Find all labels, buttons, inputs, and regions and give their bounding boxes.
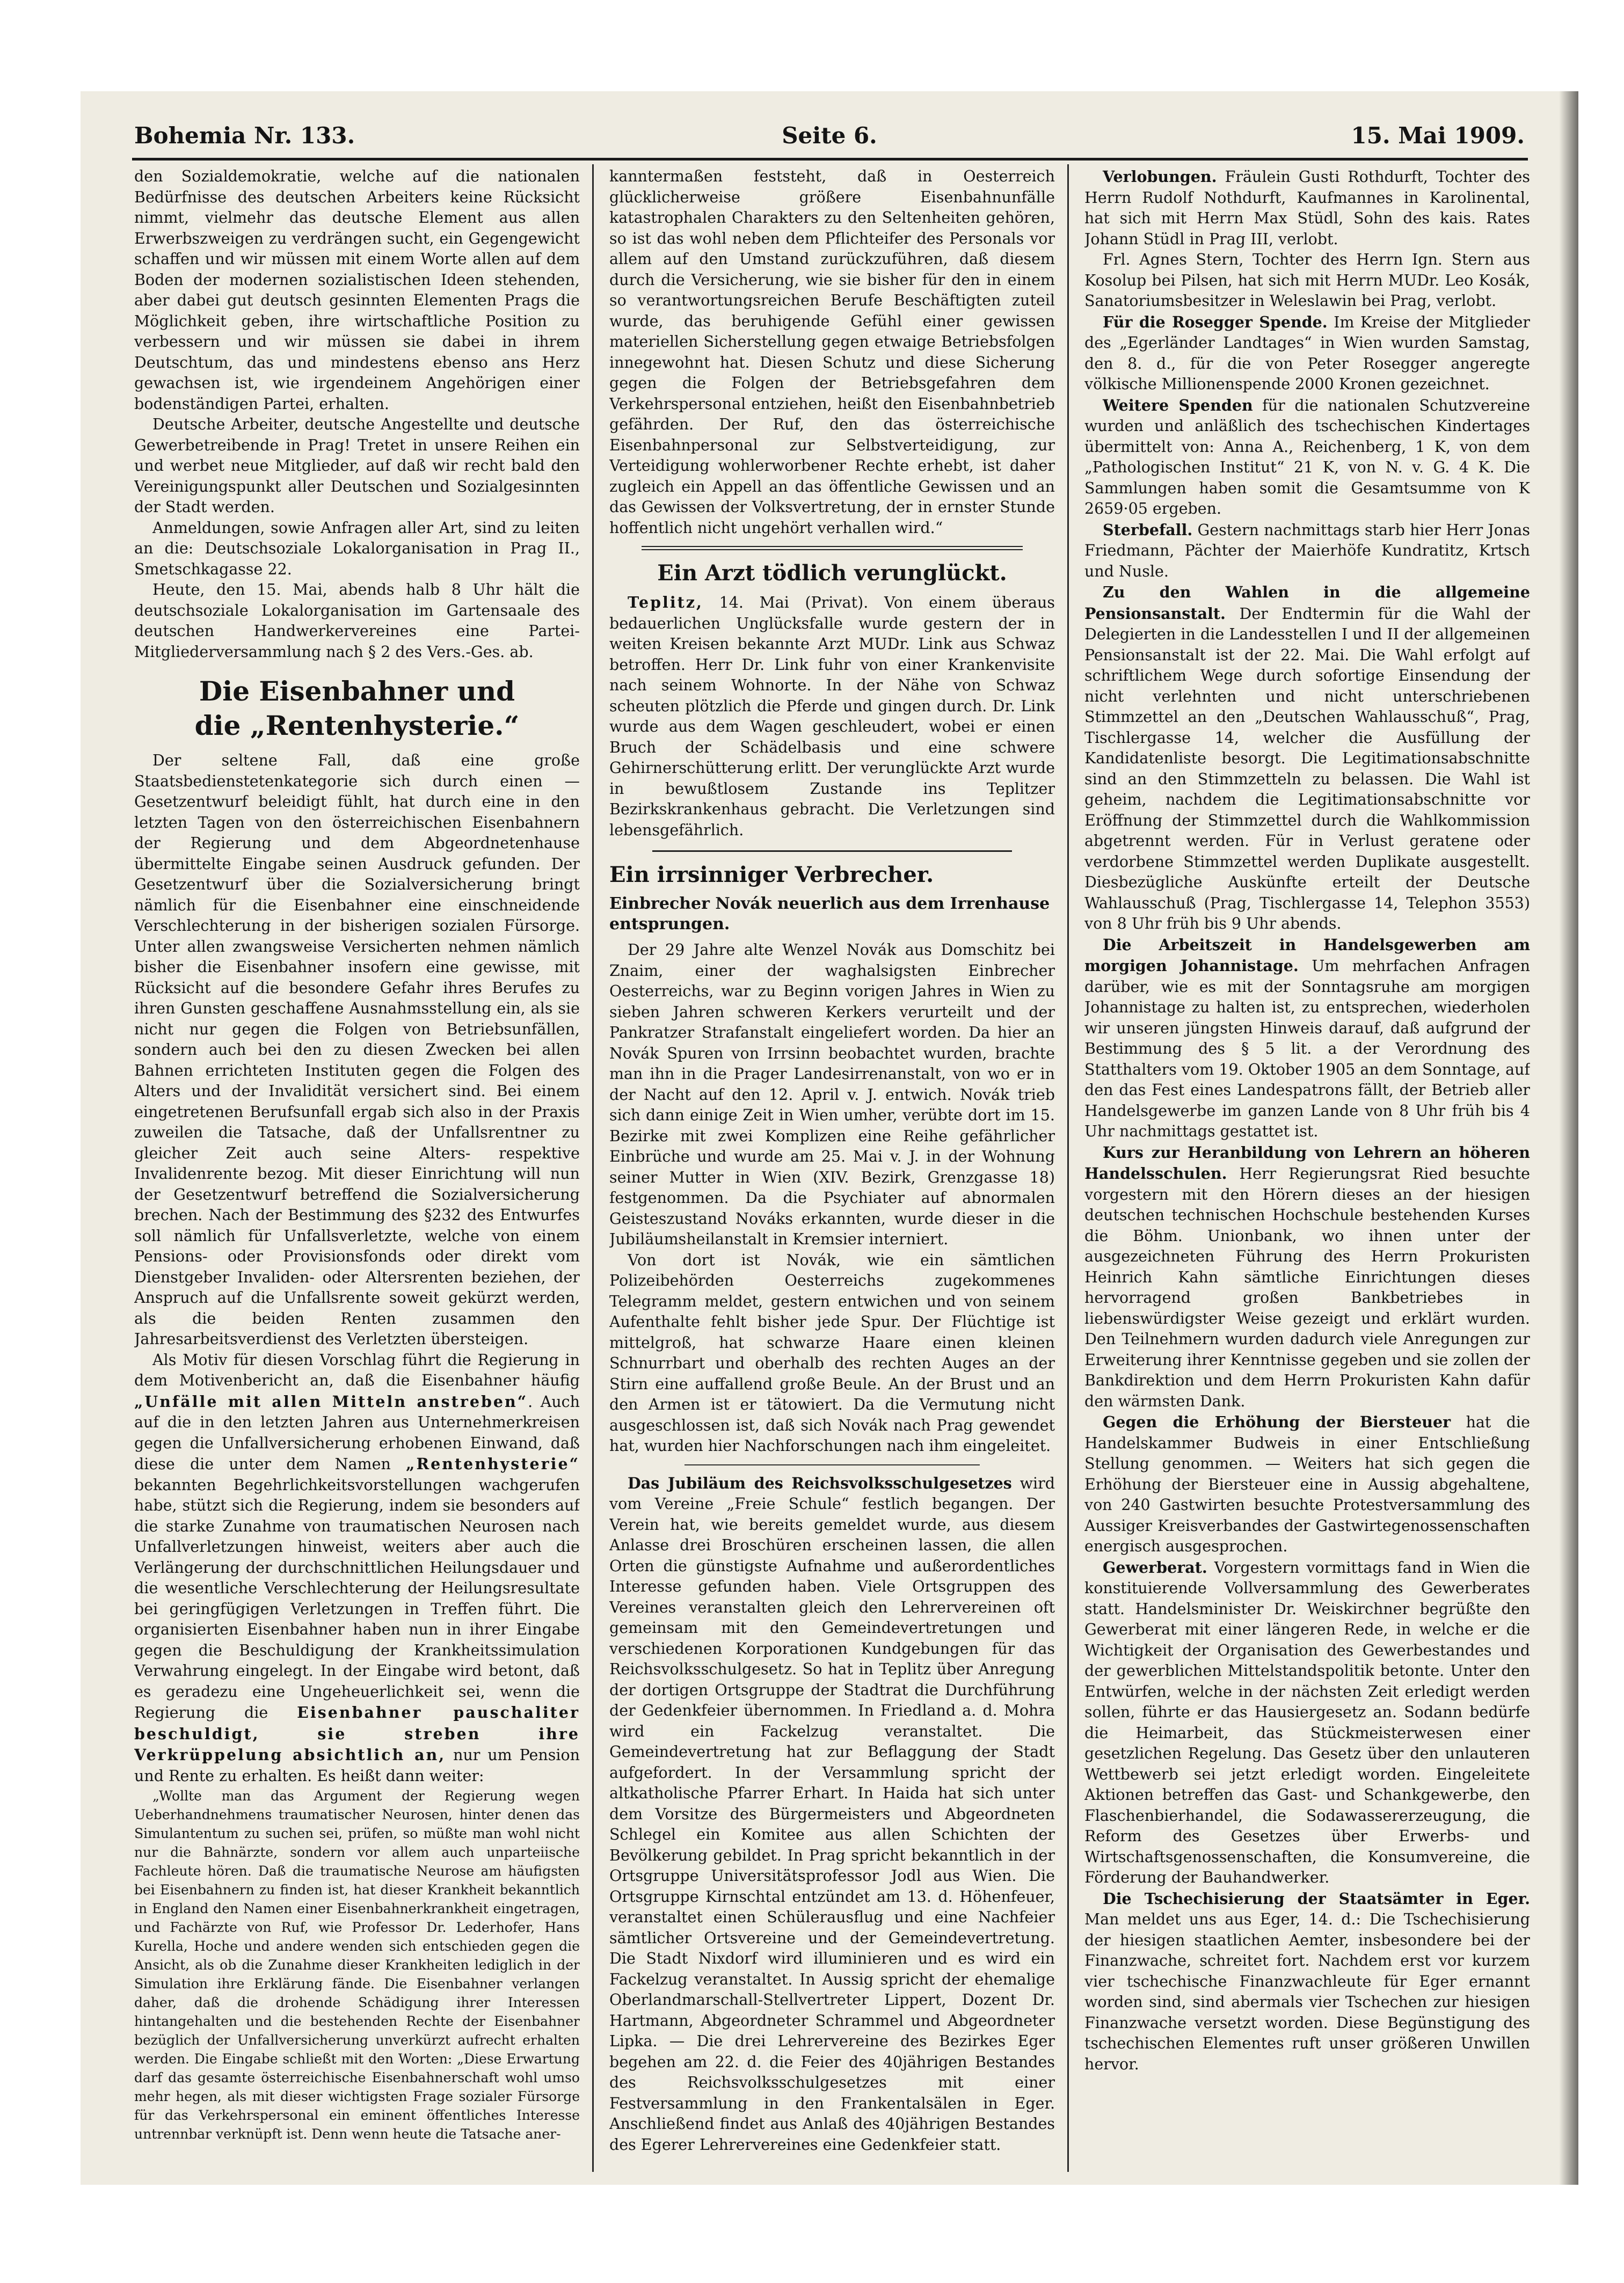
paragraph — [1084, 582, 1530, 935]
paragraph — [1084, 166, 1530, 250]
column-divider — [592, 164, 594, 2172]
column-2 — [609, 166, 1055, 2174]
text-run: Als Motiv für diesen Vorschlag führt die Regierung in dem Motivenbericht an, daß die Eisenbahner häufig — [134, 1351, 580, 1389]
text-run: Vorgestern vormittags fand in Wien die konstituierende Vollversammlung des Gewerberates statt. Handelsminister Dr. Weiskirchner begrüßte den Gewerberat mit einer längeren Rede, in welche er die Wichtigkeit der Organisation des Gewerbestandes und der gewerblichen Mittelstandspolitik betonte. Unter den Entwürfen, welche in der nächsten Zeit erledigt werden sollen, führte er das Hausiergesetz an. Sodann bedürfe die Heimarbeit, das Stückmeisterwesen einer gesetzlichen Regelung. Das Gesetz über den unlauteren Wettbewerb sei jetzt erledigt worden. Eingeleitete Aktionen betreffen das Gast- und Schankgewerbe, den Flaschenbierhandel, die Sodawassererzeugung, die Reform des Gesetzes über Erwerbs- und Wirtschaftsgenossenschaften, die Konsumvereine, die Förderung der Bauhandwerker. — [1084, 1558, 1530, 1886]
paragraph — [1084, 1412, 1530, 1557]
text-run: Fräulein Gusti Rothdurft, Tochter des Herrn Rudolf Nothdurft, Kaufmannes in Karolinental, hat sich mit Herrn Max Stüdl, Sohn des kais. Rates Johann Stüdl in Prag III, verlobt. — [1084, 168, 1530, 248]
item-lead: Kurs zur Heranbildung von Lehrern an höheren Handelsschulen. — [1084, 1143, 1530, 1183]
dateline: Teplitz, — [628, 593, 703, 611]
quotation: „Wollte man das Argument der Regierung wegen Ueberhandnehmens traumatischer Neurosen, hinter denen das Simulantentum zu suchen sei, prüfen, so müßte man wohl nicht nur die Bahnärzte, sondern vor allem auch unparteiische Fachleute hören. Daß die traumatische Neurose am häufigsten bei Eisenbahnern zu finden ist, hat dieser Krankheit bekanntlich in England den Namen einer Eisenbahnerkrankheit eingetragen, und Fachärzte von Ruf, wie Professor Dr. Lederhofer, Hans Kurella, Hoche und andere wenden sich entschieden gegen die Ansicht, als ob die Zunahme dieser Krankheiten lediglich in der Simulation ihre Erklärung fände. Die Eisenbahner verlangen daher, daß die drohende Schädigung ihrer Interessen hintangehalten und die bestehenden Rechte der Eisenbahner bezüglich der Unfallversicherung unverkürzt aufrecht erhalten werden. Die Eingabe schließt mit den Worten: „Diese Erwartung darf das gesamte österreichische Eisenbahnerschaft wohl umso mehr hegen, als mit dieser wichtigsten Frage sozialer Fürsorge für das Verkehrspersonal ein eminent öffentliches Interesse untrennbar verknüpft ist. Denn wenn heute die Tatsache aner- — [134, 1788, 580, 2142]
masthead-publication: Bohemia Nr. 133. — [134, 122, 355, 149]
paragraph: Von dort ist Novák, wie ein sämtlichen Polizeibehörden Oesterreichs zugekommenes Telegramm meldet, gestern entwichen und von seinem Aufenthalte fehlt bisher jede Spur. Der Flüchtige ist mittelgroß, hat schwarze Haare einen kleinen Schnurrbart und oberhalb des rechten Auges an der Stirn eine auffallend große Beule. An der Brust und an den Armen ist er tätowiert. Da die Vermutung nicht ausgeschlossen ist, daß sich Novák nach Prag gewendet hat, wurden hier Nachforschungen nach ihm eingeleitet. — [609, 1251, 1055, 1455]
section-separator — [684, 1464, 980, 1465]
article-headline: Ein irrsinniger Verbrecher. — [609, 862, 934, 887]
item-lead: Gegen die Erhöhung der Biersteuer — [1103, 1413, 1451, 1431]
text-run: Herr Regierungsrat Ried besuchte vorgestern mit den Hörern dieses an der hiesigen deutschen technischen Hochschule bestehenden Kurses die Böhm. Unionbank, wo ihnen unter der ausgezeichneten Führung des Herrn Prokuristen Heinrich Kahn sämtliche Einrichtungen dieses hervorragend großen Bankbetriebes in liebenswürdigster Weise gezeigt und erklärt wurden. Den Teilnehmern wurden dadurch viele Anregungen zur Erweiterung ihrer Kenntnisse gegeben und sie zollen der Bankdirektion und dem Herrn Prokuristen Kahn dafür den wärmsten Dank. — [1084, 1165, 1530, 1410]
newspaper-page — [81, 91, 1578, 2185]
text-run: Der Endtermin für die Wahl der Delegierten in die Landesstellen I und II der allgemeinen Pensionsanstalt ist der 22. Mai. Die Wahl erfolgt auf schriftlichem Wege durch sofortige Einsendung der nicht verlehnten und nicht unterschriebenen Stimmzettel an den „Deutschen Wahlausschuß“, Prag, Tischlergasse 14, welcher die Ausfüllung der Kandidatenliste besorgt. Die Legitimationsabschnitte sind an den Stimmzetteln zu belassen. Die Wahl ist geheim, nachdem die Legitimationsabschnitte vor Eröffnung der Stimmzettel durch die Wahlkommission abgetrennt werden. Für in Verlust geratene oder verdorbene Stimmzettel werden Duplikate ausgestellt. Diesbezügliche Auskünfte erteilt der Deutsche Wahlausschuß (Prag, Tischlergasse 14, Telephon 3553) von 8 Uhr früh bis 9 Uhr abends. — [1084, 604, 1530, 932]
paragraph — [1084, 1557, 1530, 1888]
section-separator — [652, 850, 1012, 852]
paragraph: Anmeldungen, sowie Anfragen aller Art, sind zu leiten an die: Deutschsoziale Lokalorganisation in Prag II., Smetschkagasse 22. — [134, 519, 580, 578]
text-run: Im Kreise der Mitglieder des „Egerländer Landtages“ in Wien wurden Samstag, den 8. d., für die von Peter Rosegger angeregte völkische Millionenspende 2000 Kronen gezeichnet. — [1084, 313, 1530, 393]
emphasis: „Unfälle mit allen Mitteln anstreben“ — [134, 1392, 528, 1411]
paragraph — [1084, 520, 1530, 582]
masthead — [134, 122, 1525, 155]
paragraph — [1084, 395, 1530, 520]
paragraph — [1084, 1888, 1530, 2075]
item-lead: Weitere Spenden — [1103, 396, 1253, 414]
paragraph: den Sozialdemokratie, welche auf die nationalen Bedürfnisse des deutschen Arbeiters keine Rücksicht nimmt, vielmehr das deutsche Element aus allen Erwerbszweigen zu verdrängen sucht, ein Gegengewicht schaffen und wir müssen mit einem Worte allen auf dem Boden der modernen sozialistischen Ideen stehenden, aber dabei gut deutsch gesinnten Elementen Prags die Möglichkeit geben, ihre wirtschaftliche Position zu verbessern und wir müssen sie dabei in ihrem Deutschtum, das und mindestens ebenso ans Herz gewachsen ist, wie irgendeinem Angehörigen einer bodenständigen Partei, erhalten. — [134, 167, 580, 413]
masthead-rule — [132, 158, 1528, 161]
paragraph: Deutsche Arbeiter, deutsche Angestellte und deutsche Gewerbetreibende in Prag! Tretet in unsere Reihen ein und werbet neue Mitglieder, auf daß wir recht bald den Vereinigungspunkt aller Deutschen und Sozialgesinnten der Stadt werden. — [134, 415, 580, 516]
text-run: nur um Pension und Rente zu erhalten. Es heißt dann weiter: — [134, 1746, 580, 1785]
paragraph — [609, 1473, 1055, 2156]
text-run: . Auch auf die in den letzten Jahren aus Unternehmerkreisen gegen die Unfallversicherung erhobenen Einwand, daß diese die unter dem Namen — [134, 1392, 580, 1473]
headline-line: Die Eisenbahner und — [199, 675, 515, 707]
text-run: 14. Mai (Privat). Von einem überaus bedauerlichen Unglücksfalle wurde gestern der in weiten Kreisen bekannte Arzt MUDr. Link aus Schwaz betroffen. Herr Dr. Link fuhr von einer Krankenvisite nach seinem Wohnorte. In der Nähe von Schwaz scheuten plötzlich die Pferde und gingen durch. Dr. Link wurde aus dem Wagen geschleudert, wobei er einen Bruch der Schädelbasis und eine schwere Gehirnerschütterung erlitt. Der verunglückte Arzt wurde in bewußtlosem Zustande ins Teplitzer Bezirkskrankenhaus gebracht. Die Verletzungen sind lebensgefährlich. — [609, 594, 1055, 839]
item-lead: Zu den Wahlen in die allgemeine Pensionsanstalt. — [1084, 583, 1530, 623]
masthead-page-number: Seite 6. — [782, 122, 877, 149]
article-subheadline: Einbrecher Novák neuerlich aus dem Irrenhause entsprungen. — [609, 894, 1050, 933]
paragraph — [134, 1350, 580, 1787]
text-run: für die nationalen Schutzvereine wurden und anläßlich des tschechischen Kindertages übermittelt von: Anna A., Reichenberg, 1 K, von dem „Pathologischen Institut“ 21 K, von N. v. G. 4 K. Die Sammlungen haben somit die Gesamtsumme von K 2659·05 ergeben. — [1084, 396, 1530, 517]
column-1 — [134, 166, 580, 2174]
text-run: Um mehrfachen Anfragen darüber, wie es mit der Sonntagsruhe am morgigen Johannistage zu halten ist, zu entsprechen, wiederholen wir unseren jüngsten Hinweis darauf, daß aufgrund der Bestimmung des § 5 lit. a der Verordnung des Statthalters vom 19. Oktober 1905 an dem Sonntage, auf den das Fest eines Landespatrons fällt, der Betrieb aller Handelsgewerbe im ganzen Lande von 8 Uhr früh bis 4 Uhr nachmittags gestattet ist. — [1084, 957, 1530, 1140]
column-3 — [1084, 166, 1530, 2174]
text-run: bekannten Begehrlichkeitsvorstellungen wachgerufen habe, stützt sich die Regierung, indem sie besonders auf die starke Zunahme von traumatischen Neurosen nach Unfallverletzungen hinweist, weiters aber auch die Verlängerung der durchschnittlichen Heilungsdauer und die wesentliche Verschlechterung der Heilungsresultate bei geringfügigen Verletzungen in Treffen führt. Die organisierten Eisenbahner haben nun in ihrer Eingabe gegen die Beschuldigung der Krankheitssimulation Verwahrung eingelegt. In der Eingabe wird betont, daß es geradezu eine Ungeheuerlichkeit sei, wenn die Regierung die — [134, 1476, 580, 1722]
text-run: Man meldet uns aus Eger, 14. d.: Die Tschechisierung der hiesigen staatlichen Aemter, insbesondere bei der Finanzwache, schreitet fort. Nachdem erst vor kurzem vier tschechische Finanzwachleute für Eger ernannt worden sind, sind abermals vier Tschechen zur hiesigen Finanzwache versetzt worden. Diese Begünstigung des tschechischen Elementes ruft unser größeren Unwillen hervor. — [1084, 1910, 1530, 2073]
article-headline: Ein Arzt tödlich verunglückt. — [657, 560, 1007, 586]
item-lead: Das Jubiläum des Reichsvolksschulgesetzes — [628, 1474, 1012, 1492]
article-headline — [134, 674, 580, 743]
section-separator — [642, 546, 1023, 550]
column-divider — [1067, 164, 1069, 2172]
paragraph: Frl. Agnes Stern, Tochter des Herrn Ign. Stern aus Kosolup bei Pilsen, hat sich mit Herrn MUDr. Leo Kosák, Sanatoriumsbesitzer in Weleslawin bei Prag, verlobt. — [1084, 251, 1530, 310]
paragraph: kanntermaßen feststeht, daß in Oesterreich glücklicherweise größere Eisenbahnunfälle katastrophalen Charakters zu den Seltenheiten gehören, so ist das wohl neben dem Pflichteifer des Personals vor allem auf den Umstand zurückzuführen, daß diesem durch die Versicherung, wie sie bisher für den in einem so verantwortungsreichen Berufe Beschäftigten zuteil wurde, das beruhigende Gefühl einer gewissen materiellen Sicherstellung gegen etwaige Betriebsfolgen innegewohnt hat. Diesen Schutz und diese Sicherung gegen die Folgen der Betriebsgefahren dem Verkehrspersonal entziehen, heißt den Eisenbahnbetrieb gefährden. Der Ruf, den das österreichische Eisenbahnpersonal zur Selbstverteidigung, zur Verteidigung wohlerworbener Rechte erhebt, ist daher zugleich ein Appell an das öffentliche Gewissen und an das Gewissen der Volksvertretung, der in ernster Stunde hoffentlich nicht ungehört verhallen wird.“ — [609, 167, 1055, 537]
item-lead: Sterbefall. — [1103, 520, 1193, 539]
paragraph — [1084, 1142, 1530, 1412]
paragraph — [609, 592, 1055, 841]
paragraph: Heute, den 15. Mai, abends halb 8 Uhr hält die deutschsoziale Lokalorganisation im Gartensaale des deutschen Handwerkervereines eine Partei-Mitgliederversammlung nach § 2 des Vers.-Ges. ab. — [134, 581, 580, 661]
paragraph — [1084, 312, 1530, 395]
item-lead: Verlobungen. — [1103, 167, 1217, 186]
headline-line: die „Rentenhysterie.“ — [194, 710, 520, 741]
item-lead: Gewerberat. — [1103, 1558, 1207, 1577]
masthead-date: 15. Mai 1909. — [1351, 122, 1525, 149]
text-run: hat die Handelskammer Budweis in einer Entschließung Stellung genommen. — Weiters hat sich gegen die Erhöhung der Biersteuer eine in Aussig abgehaltene, von 240 Gastwirten besuchte Protestversammlung des Aussiger Kreisverbandes der Gastwirtegenossenschaften energisch ausgesprochen. — [1084, 1413, 1530, 1555]
emphasis: Eisenbahner pauschaliter beschuldigt, sie streben ihre Verkrüppelung absichtlich an, — [134, 1703, 580, 1764]
emphasis: „Rentenhysterie“ — [406, 1455, 580, 1473]
item-lead: Die Arbeitszeit in Handelsgewerben am morgigen Johannistage. — [1084, 935, 1530, 975]
paragraph: Der 29 Jahre alte Wenzel Novák aus Domschitz bei Znaim, einer der waghalsigsten Einbrecher Oesterreichs, war zu Beginn vorigen Jahres in Wien zu sieben Jahren schweren Kerkers verurteilt und der Pankratzer Strafanstalt eingeliefert worden. Da hier an Novák Spuren von Irrsinn beobachtet wurden, brachte man ihn in die Prager Landesirrenanstalt, von wo er in der Nacht auf den 12. April v. J. entwich. Novák trieb sich dann einige Zeit in Wien umher, verübte dort im 15. Bezirke mit zwei Komplizen eine Reihe gefährlicher Einbrüche und wurde am 25. Mai v. J. in der Wohnung seiner Mutter in Wien (XIV. Bezirk, Grenzgasse 18) festgenommen. Da die Psychiater auf abnormalen Geisteszustand Nováks erkannten, wurde dieser in die Jubiläumsheilanstalt in Kremsier interniert. — [609, 941, 1055, 1248]
text-run: Gestern nachmittags starb hier Herr Jonas Friedmann, Pächter der Maierhöfe Kundratitz, Krtsch und Nusle. — [1084, 521, 1530, 580]
paragraph — [1084, 935, 1530, 1142]
item-lead: Für die Rosegger Spende. — [1103, 312, 1328, 331]
text-run: wird vom Vereine „Freie Schule“ festlich begangen. Der Verein hat, wie bereits gemeldet wurde, aus diesem Anlasse drei Broschüren erscheinen lassen, die allen Orten die günstigste Aufnahme und außerordentliches Interesse gefunden haben. Viele Ortsgruppen des Vereines veranstalten gleich den Lehrervereinen oft gemeinsam mit den Gemeindevertretungen und verschiedenen Korporationen Kundgebungen für das Reichsvolksschulgesetz. So hat in Teplitz über Anregung der dortigen Ortsgruppe der Stadtrat die Durchführung der Gedenkfeier übernommen. In Friedland a. d. Mohra wird ein Fackelzug veranstaltet. Die Gemeindevertretung hat zur Beflaggung der Stadt aufgefordert. In der Versammlung spricht der altkatholische Pfarrer Erhart. In Haida hat sich unter dem Vorsitze des Bürgermeisters und Abgeordneten Schlegel ein Komitee aus allen Schichten der Bevölkerung gebildet. In Prag spricht bekanntlich in der Ortsgruppe Universitätsprofessor Jodl aus Wien. Die Ortsgruppe Kirnschtal entzündet am 13. d. Höhenfeuer, veranstaltet einen Schülerausflug und eine Nachfeier sämtlicher Ortsvereine und der Gemeindevertretung. Die Stadt Nixdorf wird illuminieren und es wird ein Fackelzug veranstaltet. In Aussig spricht der ehemalige Oberlandmarschall-Stellvertreter Lippert, Dozent Dr. Hartmann, Abgeordneter Schrammel und Abgeordneter Lipka. — Die drei Lehrervereine des Bezirkes Eger begehen am 22. d. die Feier des 40jährigen Bestandes des Reichsvolksschulgesetzes mit einer Festversammlung in den Frankentalsälen in Eger. Anschließend findet aus Anlaß des 40jährigen Bestandes des Egerer Lehrervereines eine Gedenkfeier statt. — [609, 1474, 1055, 2154]
item-lead: Die Tschechisierung der Staatsämter in Eger. — [1103, 1889, 1530, 1908]
paragraph: Der seltene Fall, daß eine große Staatsbedienstetenkategorie sich durch einen — Gesetzentwurf beleidigt fühlt, hat durch eine in den letzten Tagen von den österreichischen Eisenbahnern der Regierung und dem Abgeordnetenhause übermittelte Eingabe seinen Ausdruck gefunden. Der Gesetzentwurf über die Sozialversicherung bringt nämlich für die Eisenbahner eine einschneidende Verschlechterung in der bisherigen sozialen Fürsorge. Unter allen zwangsweise Versicherten nehmen nämlich bisher die Eisenbahner insofern eine gewisse, mit Rücksicht auf die besondere Gefahr ihres Berufes zu ihren Gunsten geschaffene Ausnahmsstellung ein, als sie nicht nur gegen die Folgen von Betriebsunfällen, sondern auch bei den zu diesen Zwecken bei allen Bahnen errichteten Instituten gegen die Folgen des Alters und der Invalidität versichert sind. Bei einem eingetretenen Berufsunfall ergab sich also in der Praxis zuweilen die Tatsache, daß der Unfallsrentner zu gleicher Zeit auch seine Alters- respektive Invalidenrente bezog. Mit dieser Einrichtung will nun der Gesetzentwurf betreffend die Sozialversicherung brechen. Nach der Bestimmung des §232 des Entwurfes soll nämlich für Unfallsverletzte, welche von einem Pensions- oder Provisionsfonds oder direkt vom Dienstgeber Invaliden- oder Altersrenten beziehen, der Anspruch auf die Unfallsrente soweit gekürzt werden, als die beiden Renten zusammen den Jahresarbeitsverdienst des Verletzten übersteigen. — [134, 752, 580, 1348]
